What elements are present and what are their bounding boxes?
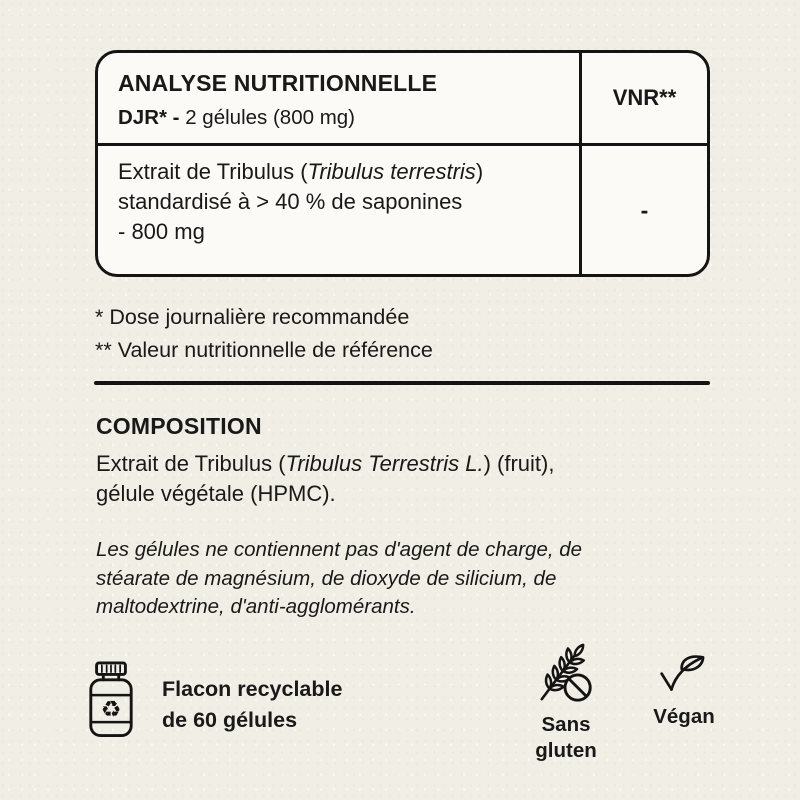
vnr-value: - xyxy=(640,196,649,223)
ingredient-line-3: - 800 mg xyxy=(118,219,205,244)
daily-dose-value: 2 gélules (800 mg) xyxy=(179,106,355,129)
latin-name: Tribulus Terrestris L. xyxy=(285,451,484,476)
recyclable-bottle-label: Flacon recyclable de 60 gélules xyxy=(162,677,343,732)
daily-dose-line xyxy=(118,106,565,130)
nutrition-table xyxy=(95,50,710,277)
bottle-recycle-icon xyxy=(86,660,136,738)
wheat-no-gluten-icon xyxy=(535,641,597,707)
composition-line-1: Extrait de Tribulus (Tribulus Terrestris L.) (fruit), xyxy=(96,451,555,476)
vegan-label: Végan xyxy=(653,705,715,728)
gluten-free-badge xyxy=(518,641,614,764)
composition-text xyxy=(96,449,726,509)
ingredient-cell xyxy=(98,146,579,274)
vnr-header-cell xyxy=(579,53,707,143)
vnr-header-label: VNR** xyxy=(612,85,677,110)
ingredient-line-1: Extrait de Tribulus (Tribulus terrestris) xyxy=(118,159,484,184)
footnote-djr: * Dose journalière recommandée xyxy=(95,305,410,329)
nutrition-table-header-cell xyxy=(98,53,579,143)
ingredient-line-2: standardisé à > 40 % de saponines xyxy=(118,189,463,214)
latin-name: Tribulus terrestris xyxy=(307,159,476,184)
nutrition-table-header-row xyxy=(98,53,707,146)
footnote-vnr: ** Valeur nutritionnelle de référence xyxy=(95,338,433,362)
recycle-symbol: ♻ xyxy=(100,696,122,723)
daily-dose-abbr: DJR* - xyxy=(118,106,180,129)
composition-heading: COMPOSITION xyxy=(96,413,262,439)
vnr-value-cell xyxy=(579,146,707,274)
nutrition-table-ingredient-row xyxy=(98,146,707,274)
composition-line-2: gélule végétale (HPMC). xyxy=(96,481,336,506)
vegan-badge xyxy=(638,652,730,730)
footnotes xyxy=(95,301,433,367)
table-title: ANALYSE NUTRITIONNELLE xyxy=(118,70,438,96)
vegan-leaf-icon xyxy=(657,652,711,699)
section-divider xyxy=(94,381,710,385)
recyclable-bottle-badge xyxy=(86,660,342,738)
no-additives-disclaimer: Les gélules ne contiennent pas d'agent de charge, de stéarate de magnésium, de dioxyde de silicium, de maltodextrine, d'anti-agglomérants. xyxy=(96,538,583,618)
gluten-free-label: Sans gluten xyxy=(535,713,597,762)
